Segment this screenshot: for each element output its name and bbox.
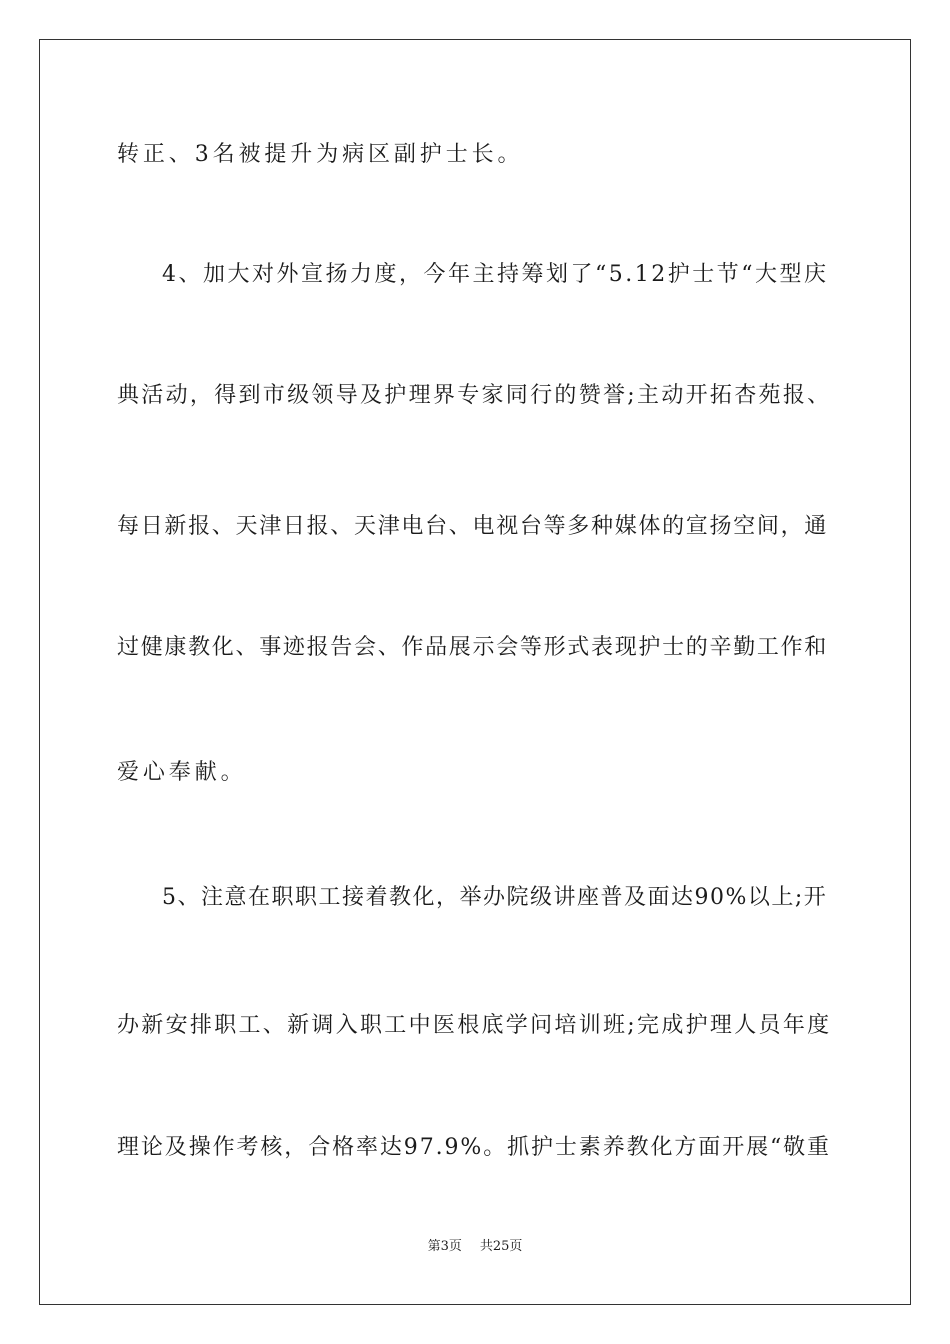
paragraph-line: 理论及操作考核，合格率达97.9%。抓护士素养教化方面开展“敬重 [117,1135,831,1160]
paragraph-line: 转正、3名被提升为病区副护士长。 [117,142,524,167]
page-total: 共25页 [479,1239,523,1254]
paragraph-line: 典活动，得到市级领导及护理界专家同行的赞誉;主动开拓杏苑报、 [117,383,832,408]
page-footer [0,1238,950,1256]
paragraph-line: 4、加大对外宣扬力度，今年主持筹划了“5.12护士节“大型庆 [162,262,829,287]
paragraph-line: 每日新报、天津日报、天津电台、电视台等多种媒体的宣扬空间，通 [117,514,829,539]
paragraph-line: 爱心奉献。 [117,760,247,785]
page-number: 第3页 [427,1239,462,1254]
paragraph-line: 5、注意在职职工接着教化，举办院级讲座普及面达90%以上;开 [162,885,828,910]
page-border [39,39,911,1305]
paragraph-line: 办新安排职工、新调入职工中医根底学问培训班;完成护理人员年度 [117,1013,832,1038]
paragraph-line: 过健康教化、事迹报告会、作品展示会等形式表现护士的辛勤工作和 [117,635,829,660]
